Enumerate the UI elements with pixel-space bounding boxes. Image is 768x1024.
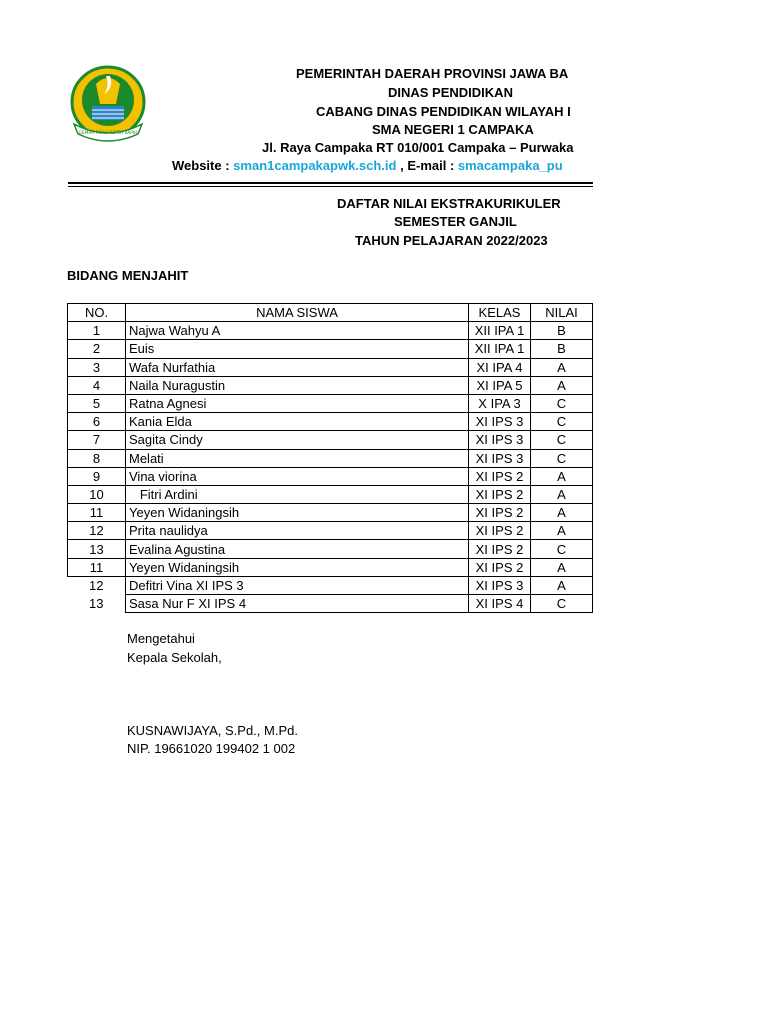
cell-nama: Defitri Vina XI IPS 3 [126,576,469,594]
cell-nilai: A [531,504,593,522]
branch-name: CABANG DINAS PENDIDIKAN WILAYAH I [316,104,571,119]
logo-motto: GEMAH RIPAH REPEH RAPIH [78,130,138,135]
cell-no: 1 [68,322,126,340]
cell-kelas: XI IPS 2 [469,540,531,558]
cell-nilai: A [531,576,593,594]
cell-kelas: XII IPA 1 [469,322,531,340]
cell-nilai: A [531,358,593,376]
cell-kelas: XI IPS 2 [469,522,531,540]
cell-kelas: X IPA 3 [469,394,531,412]
table-row [68,595,593,613]
email-link[interactable]: smacampaka_pu [457,158,563,173]
cell-nama: Kania Elda [126,413,469,431]
cell-kelas: XII IPA 1 [469,340,531,358]
header-nama: NAMA SISWA [126,304,469,322]
cell-nilai: C [531,394,593,412]
cell-nama: Yeyen Widaningsih [126,558,469,576]
cell-no: 12 [68,522,126,540]
header-nilai: NILAI [531,304,593,322]
acknowledgement-label: Mengetahui [127,631,195,646]
header-no: NO. [68,304,126,322]
principal-title: Kepala Sekolah, [127,650,222,665]
cell-nama: Euis [126,340,469,358]
cell-no: 6 [68,413,126,431]
cell-nama: Fitri Ardini [126,485,469,503]
cell-kelas: XI IPA 4 [469,358,531,376]
cell-nilai: A [531,522,593,540]
cell-kelas: XI IPS 3 [469,413,531,431]
table-row [68,394,593,412]
table-row [68,558,593,576]
document-title: DAFTAR NILAI EKSTRAKURIKULER [337,196,561,211]
cell-no: 11 [68,504,126,522]
header-kelas: KELAS [469,304,531,322]
cell-nama: Naila Nuragustin [126,376,469,394]
cell-no: 12 [89,578,104,594]
contact-line [172,158,563,173]
cell-no: 3 [68,358,126,376]
cell-nama: Najwa Wahyu A [126,322,469,340]
cell-nama: Vina viorina [126,467,469,485]
cell-nama: Ratna Agnesi [126,394,469,412]
cell-kelas: XI IPS 2 [469,485,531,503]
cell-kelas: XI IPS 2 [469,504,531,522]
cell-nilai: A [531,558,593,576]
website-label: Website : [172,158,234,173]
table-row [68,431,593,449]
cell-kelas: XI IPS 2 [469,558,531,576]
cell-kelas: XI IPS 3 [469,431,531,449]
website-link[interactable]: sman1campakapwk.sch.id [233,158,397,173]
cell-nama: Wafa Nurfathia [126,358,469,376]
table-row [68,449,593,467]
cell-no: 2 [68,340,126,358]
table-header-row [68,304,593,322]
activity-field-label: BIDANG MENJAHIT [67,268,189,283]
cell-no: 4 [68,376,126,394]
table-row [68,340,593,358]
cell-no: 10 [68,485,126,503]
table-row [68,576,593,594]
letterhead-divider-thin [68,186,593,187]
cell-kelas: XI IPS 2 [469,467,531,485]
cell-no: 7 [68,431,126,449]
cell-nama: Yeyen Widaningsih [126,504,469,522]
table-row [68,467,593,485]
table-row [68,322,593,340]
department-name: DINAS PENDIDIKAN [388,85,513,100]
cell-nilai: C [531,540,593,558]
table-row [68,504,593,522]
cell-nilai: C [531,431,593,449]
cell-nilai: C [531,413,593,431]
cell-kelas: XI IPS 4 [469,595,531,613]
cell-nilai: B [531,340,593,358]
cell-nilai: B [531,322,593,340]
cell-nama: Prita naulidya [126,522,469,540]
cell-nilai: A [531,376,593,394]
cell-no: 11 [68,558,126,576]
grades-table [67,303,593,613]
table-row [68,485,593,503]
cell-kelas: XI IPA 5 [469,376,531,394]
school-name: SMA NEGERI 1 CAMPAKA [372,122,534,137]
cell-nilai: A [531,467,593,485]
cell-nama: Sasa Nur F XI IPS 4 [126,595,469,613]
government-name: PEMERINTAH DAERAH PROVINSI JAWA BA [296,66,569,81]
cell-nilai: A [531,485,593,503]
table-row [68,358,593,376]
cell-no: 8 [68,449,126,467]
cell-kelas: XI IPS 3 [469,449,531,467]
cell-no: 5 [68,394,126,412]
table-row [68,376,593,394]
cell-no: 13 [89,596,104,612]
semester-title: SEMESTER GANJIL [394,214,517,229]
table-row [68,413,593,431]
table-row [68,540,593,558]
cell-nilai: C [531,595,593,613]
cell-nama: Sagita Cindy [126,431,469,449]
school-address: Jl. Raya Campaka RT 010/001 Campaka – Purwaka [262,140,574,155]
principal-nip: NIP. 19661020 199402 1 002 [127,741,296,756]
email-label: , E-mail : [396,158,458,173]
academic-year-title: TAHUN PELAJARAN 2022/2023 [355,233,548,248]
cell-nama: Melati [126,449,469,467]
principal-name: KUSNAWIJAYA, S.Pd., M.Pd. [127,723,298,738]
cell-kelas: XI IPS 3 [469,576,531,594]
letterhead-divider-thick [68,182,593,184]
table-row [68,522,593,540]
cell-no: 9 [68,467,126,485]
cell-nilai: C [531,449,593,467]
cell-no: 13 [68,540,126,558]
cell-nama: Evalina Agustina [126,540,469,558]
